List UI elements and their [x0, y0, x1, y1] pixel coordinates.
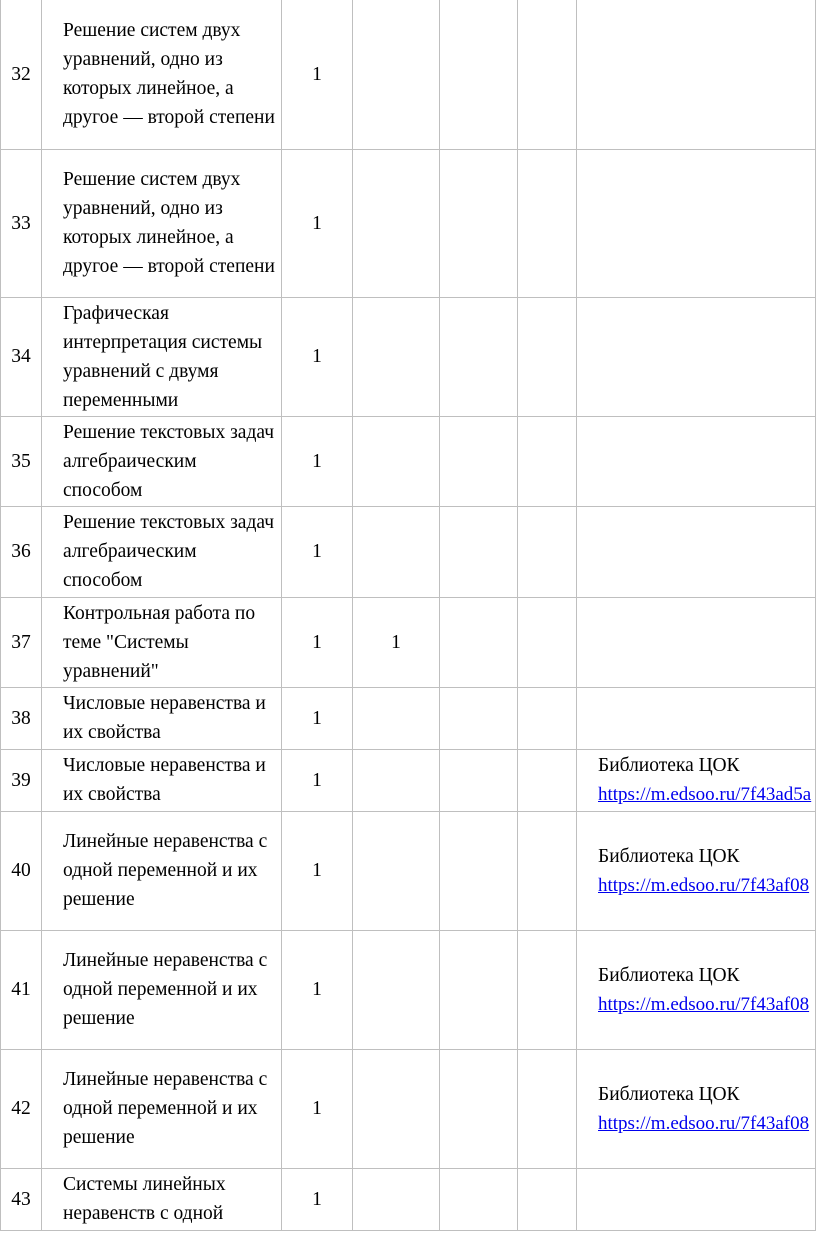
resource-link[interactable]: https://m.edsoo.ru/7f43af08 [598, 1112, 810, 1134]
lesson-resources [577, 811, 816, 930]
lesson-hours: 1 [282, 749, 353, 811]
lesson-control-works [353, 506, 440, 597]
table-row [1, 1168, 816, 1230]
lesson-resources [577, 1049, 816, 1168]
lesson-control-works: 1 [353, 597, 440, 687]
lesson-control-works [353, 749, 440, 811]
lesson-hours: 1 [282, 930, 353, 1049]
lesson-hours: 1 [282, 506, 353, 597]
library-label: Библиотека ЦОК [598, 845, 740, 867]
lesson-practical-works [440, 0, 518, 149]
table-row [1, 416, 816, 506]
lesson-resources [577, 597, 816, 687]
table-row [1, 149, 816, 297]
lesson-control-works [353, 1168, 440, 1230]
lesson-hours: 1 [282, 149, 353, 297]
lesson-date [518, 687, 577, 749]
lesson-practical-works [440, 930, 518, 1049]
library-label: Библиотека ЦОК [598, 755, 740, 776]
lesson-resources [577, 0, 816, 149]
table-row [1, 297, 816, 416]
lesson-topic: Линейные неравенства с одной переменной и их решение [42, 930, 282, 1049]
lesson-date [518, 811, 577, 930]
lesson-practical-works [440, 297, 518, 416]
lesson-number: 33 [1, 149, 42, 297]
lesson-hours: 1 [282, 0, 353, 149]
lesson-number: 39 [1, 749, 42, 811]
lesson-date [518, 749, 577, 811]
lesson-resources [577, 297, 816, 416]
lesson-practical-works [440, 687, 518, 749]
lesson-number: 36 [1, 506, 42, 597]
lesson-hours: 1 [282, 416, 353, 506]
lesson-control-works [353, 297, 440, 416]
library-label: Библиотека ЦОК [598, 964, 740, 986]
resource-link[interactable]: https://m.edsoo.ru/7f43af08 [598, 874, 810, 896]
lesson-resources [577, 149, 816, 297]
lesson-control-works [353, 930, 440, 1049]
lesson-topic: Решение текстовых задач алгебраическим способом [42, 506, 282, 597]
table-row [1, 1049, 816, 1168]
lesson-practical-works [440, 811, 518, 930]
lesson-date [518, 297, 577, 416]
lesson-date [518, 930, 577, 1049]
lesson-topic: Решение систем двух уравнений, одно из которых линейное, а другое — второй степени [42, 149, 282, 297]
lesson-number: 37 [1, 597, 42, 687]
lesson-topic: Решение систем двух уравнений, одно из которых линейное, а другое — второй степени [42, 0, 282, 149]
resource-link[interactable]: https://m.edsoo.ru/7f43ad5a [598, 784, 812, 805]
lesson-number: 41 [1, 930, 42, 1049]
lesson-control-works [353, 811, 440, 930]
lesson-hours: 1 [282, 1049, 353, 1168]
lesson-control-works [353, 416, 440, 506]
lesson-practical-works [440, 149, 518, 297]
lesson-hours: 1 [282, 1168, 353, 1230]
lesson-practical-works [440, 1168, 518, 1230]
lesson-date [518, 416, 577, 506]
lesson-topic: Графическая интерпретация системы уравнений с двумя переменными [42, 297, 282, 416]
lesson-topic: Числовые неравенства и их свойства [42, 749, 282, 811]
lesson-hours: 1 [282, 597, 353, 687]
table-row [1, 597, 816, 687]
table-row [1, 0, 816, 149]
lesson-hours: 1 [282, 297, 353, 416]
lesson-number: 35 [1, 416, 42, 506]
lesson-hours: 1 [282, 687, 353, 749]
lesson-date [518, 506, 577, 597]
lesson-practical-works [440, 749, 518, 811]
lesson-topic: Системы линейных неравенств с одной [42, 1168, 282, 1230]
lesson-practical-works [440, 416, 518, 506]
resource-link[interactable]: https://m.edsoo.ru/7f43af08 [598, 993, 810, 1015]
lesson-resources [577, 687, 816, 749]
lesson-resources [577, 416, 816, 506]
lesson-control-works [353, 1049, 440, 1168]
lesson-number: 42 [1, 1049, 42, 1168]
lesson-number: 43 [1, 1168, 42, 1230]
library-label: Библиотека ЦОК [598, 1083, 740, 1105]
lesson-topic: Линейные неравенства с одной переменной и их решение [42, 811, 282, 930]
lesson-resources [577, 1168, 816, 1230]
lesson-topic: Контрольная работа по теме "Системы уравнений" [42, 597, 282, 687]
lesson-hours: 1 [282, 811, 353, 930]
lesson-practical-works [440, 597, 518, 687]
lesson-date [518, 1168, 577, 1230]
lesson-number: 40 [1, 811, 42, 930]
table-row [1, 687, 816, 749]
lesson-date [518, 149, 577, 297]
lesson-number: 38 [1, 687, 42, 749]
lesson-practical-works [440, 506, 518, 597]
lesson-number: 32 [1, 0, 42, 149]
lesson-topic: Числовые неравенства и их свойства [42, 687, 282, 749]
table-row [1, 506, 816, 597]
table-row [1, 749, 816, 811]
lesson-number: 34 [1, 297, 42, 416]
lesson-date [518, 1049, 577, 1168]
lesson-control-works [353, 0, 440, 149]
table-row [1, 811, 816, 930]
lesson-control-works [353, 687, 440, 749]
lesson-control-works [353, 149, 440, 297]
lesson-practical-works [440, 1049, 518, 1168]
lesson-topic: Решение текстовых задач алгебраическим способом [42, 416, 282, 506]
lesson-resources [577, 506, 816, 597]
lesson-date [518, 0, 577, 149]
lesson-resources [577, 749, 816, 811]
lesson-resources [577, 930, 816, 1049]
lesson-date [518, 597, 577, 687]
lesson-topic: Линейные неравенства с одной переменной и их решение [42, 1049, 282, 1168]
table-row [1, 930, 816, 1049]
